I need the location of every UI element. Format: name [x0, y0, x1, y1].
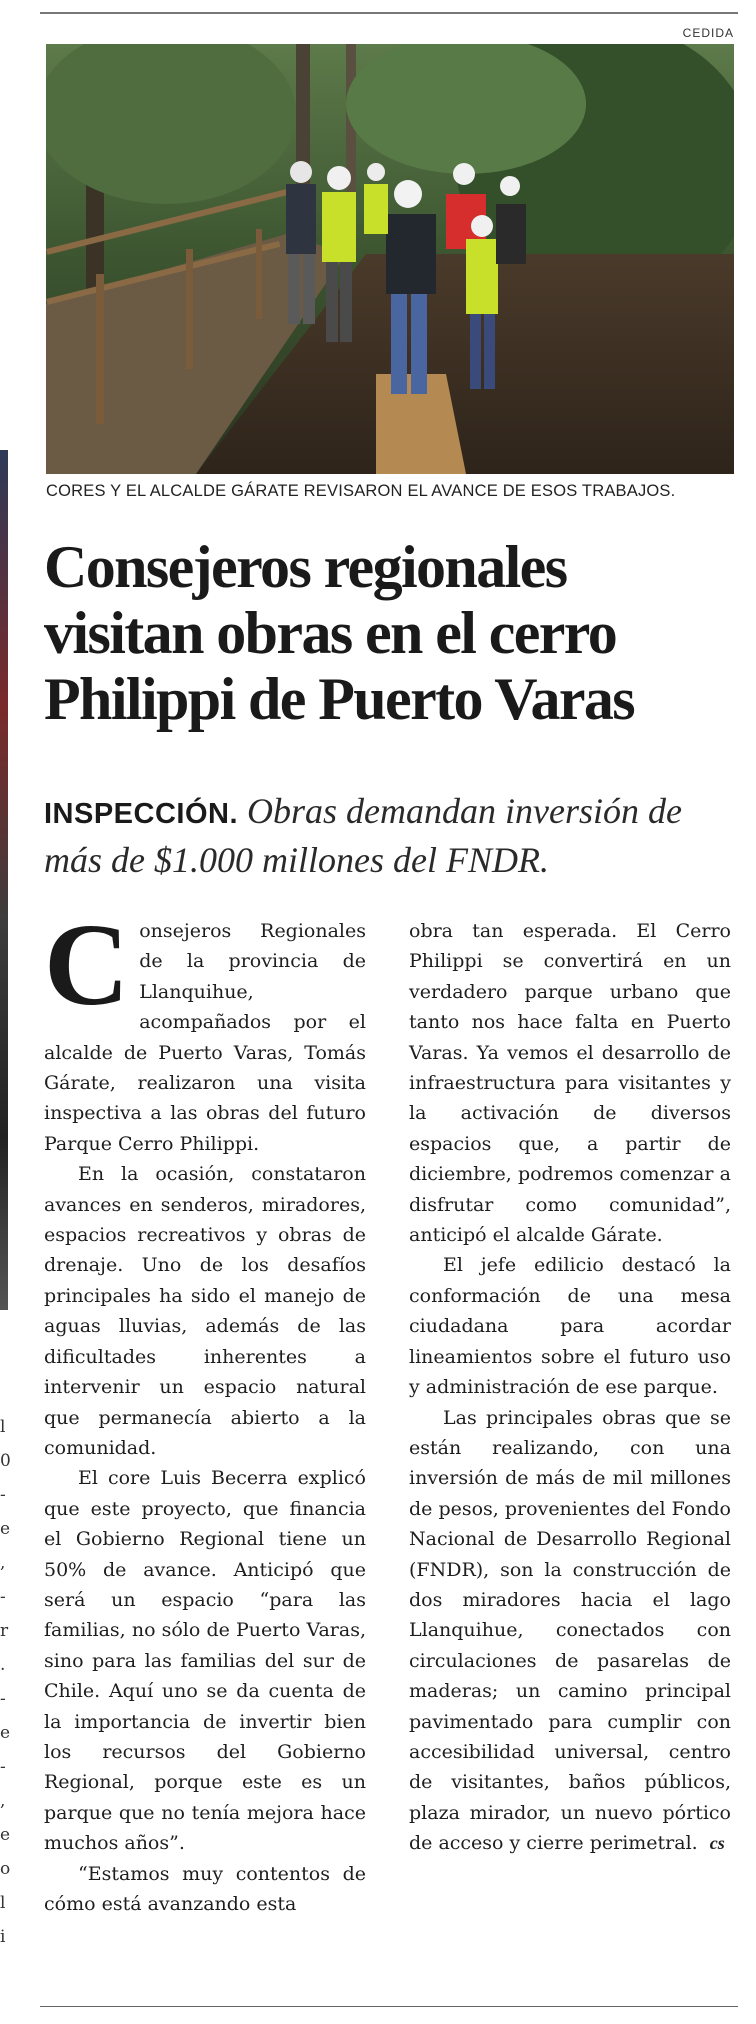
- body-paragraph: El core Luis Becerra explicó que este proyecto, que financia el Gobierno Regional tiene un 50% de avance. Anticipó que será un espacio “para las familias, no sólo de Puerto Varas, sino para las familias del sur de Chile. Aquí uno se da cuenta de la importancia de invertir bien los recursos del Gobierno Regional, porque este es un parque que no tenía mejora hace muchos años”.: [44, 1467, 366, 1855]
- end-mark-icon: cs: [709, 1833, 725, 1854]
- edge-fragment: -: [0, 1757, 6, 1777]
- lead-paragraph: [44, 899, 366, 1159]
- edge-fragment: i: [0, 1927, 6, 1947]
- body-paragraph: El jefe edilicio destacó la conformación de una mesa ciudadana para acordar lineamientos sobre el futuro uso y administración de ese parque.: [409, 1254, 731, 1399]
- article-subheading: [44, 788, 744, 883]
- headline-line-2: visitan obras en el cerro: [44, 600, 617, 666]
- adjacent-page-text-fragments: [0, 1410, 12, 1954]
- photo-caption: CORES Y EL ALCALDE GÁRATE REVISARON EL AVANCE DE ESOS TRABAJOS.: [46, 482, 676, 500]
- edge-fragment: .: [0, 1655, 6, 1675]
- article-headline: [44, 534, 744, 732]
- body-paragraph-continued: obra tan esperada. El Cerro Philippi se convertirá en un verdadero parque urbano que tanto nos hace falta en Puerto Varas. Ya vemos el desarrollo de infraestructura para visitantes y la activación de diversos espacios que, a partir de diciembre, podremos comenzar a disfrutar como comunidad”, anticipó el alcalde Gárate.: [409, 920, 731, 1247]
- article-column-2: [409, 916, 731, 1859]
- article-photo: [46, 44, 734, 474]
- edge-fragment: -: [0, 1485, 6, 1505]
- body-paragraph: En la ocasión, constataron avances en senderos, miradores, espacios recreativos y obras de drenaje. Uno de los desafíos principales ha sido el manejo de aguas lluvias, además de las dificultades inherentes a intervenir un espacio natural que permanecía abierto a la comunidad.: [44, 1163, 366, 1459]
- edge-fragment: r: [0, 1621, 9, 1641]
- edge-fragment: l: [0, 1893, 6, 1913]
- edge-fragment: ,: [0, 1553, 6, 1573]
- body-paragraph: “Estamos muy contentos de cómo está avanzando esta: [44, 1862, 366, 1915]
- edge-fragment: -: [0, 1587, 6, 1607]
- photo-credit: CEDIDA: [682, 26, 734, 40]
- article-deck: Obras demandan inversión de más de $1.000 millones del FNDR.: [44, 791, 682, 880]
- adjacent-page-edge: [0, 450, 8, 1310]
- section-kicker: INSPECCIÓN.: [44, 798, 239, 830]
- top-rule: [40, 12, 738, 14]
- edge-fragment: ,: [0, 1791, 6, 1811]
- headline-line-1: Consejeros regionales: [44, 534, 567, 600]
- article-column-1: [44, 899, 366, 1919]
- edge-fragment: e: [0, 1519, 11, 1539]
- lead-text: onsejeros Regionales de la provincia de Llanquihue, acompañados por el alcalde de Puerto Varas, Tomás Gárate, realizaron una visita inspectiva a las obras del futuro Parque Cerro Philippi.: [44, 920, 366, 1155]
- edge-fragment: e: [0, 1825, 11, 1845]
- closing-text: Las principales obras que se están realizando, con una inversión de más de mil millones de pesos, provenientes del Fondo Nacional de Desarrollo Regional (FNDR), son la construcción de dos miradores hacia el lago Llanquihue, conectados con circulaciones de pasarelas de maderas; un camino principal pavimentado para cumplir con accesibilidad universal, centro de visitantes, baños públicos, plaza mirador, un nuevo pórtico de acceso y cierre perimetral.: [409, 1406, 731, 1855]
- edge-fragment: o: [0, 1859, 11, 1879]
- drop-cap: C: [44, 899, 130, 1030]
- edge-fragment: -: [0, 1689, 6, 1709]
- edge-fragment: e: [0, 1723, 11, 1743]
- bottom-rule: [40, 2006, 738, 2007]
- edge-fragment: 0: [0, 1451, 11, 1471]
- body-paragraph: [409, 1403, 731, 1859]
- edge-fragment: l: [0, 1417, 6, 1437]
- headline-line-3: Philippi de Puerto Varas: [44, 666, 635, 732]
